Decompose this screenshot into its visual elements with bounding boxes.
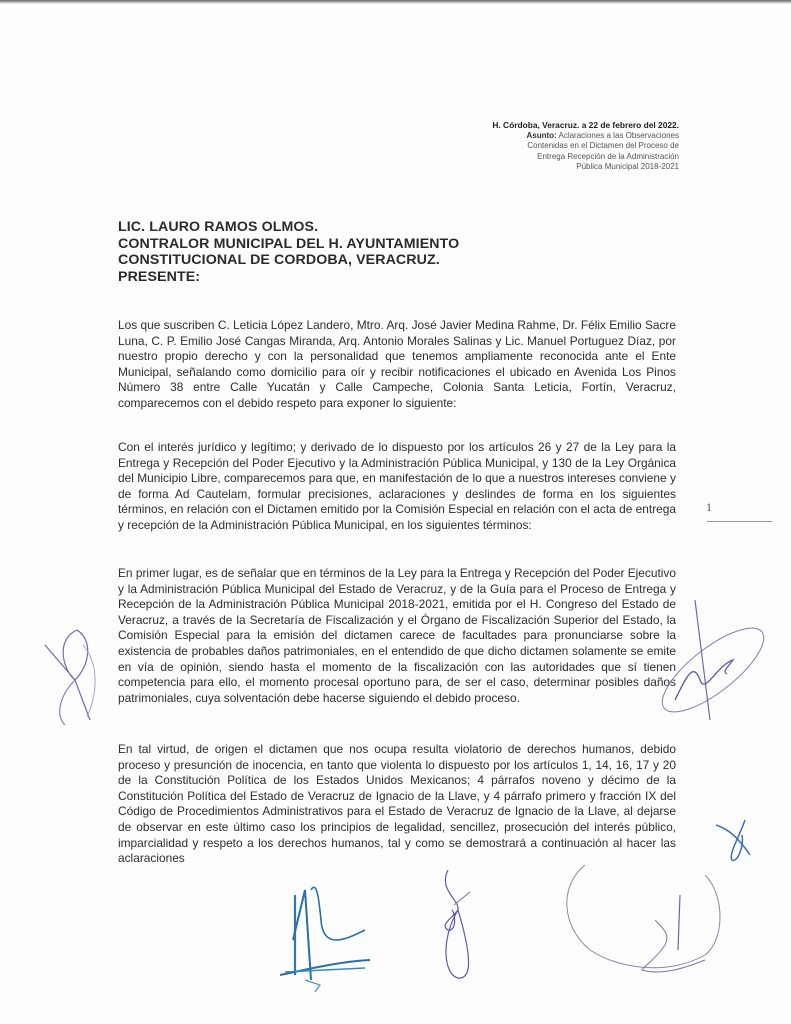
- body-paragraph-2: Con el interés jurídico y legítimo; y derivado de lo dispuesto por los artículos 26 y 27 de la Ley para la Entrega y Recepción del Poder Ejecutivo y la Administración Pública Municipal, y 130 de la Ley Orgánica del Municipio Libre, comparecemos para que, en manifestación de lo que a nuestros intereses conviene y de forma Ad Cautelam, formular precisiones, aclaraciones y deslindes de forma en los siguientes términos, en relación con el Dictamen emitido por la Comisión Especial en relación con el acta de entrega y recepción de la Administración Pública Municipal, en los siguientes términos:: [118, 440, 676, 532]
- signature-bottom-center: [430, 870, 490, 985]
- addressee-name: LIC. LAURO RAMOS OLMOS.: [118, 219, 319, 235]
- addressee-block: [118, 219, 459, 285]
- addressee-title: CONTRALOR MUNICIPAL DEL H. AYUNTAMIENTO: [118, 235, 460, 252]
- asunto-text: Aclaraciones a las Observaciones: [558, 130, 679, 140]
- body-paragraph-1: Los que suscriben C. Leticia López Landero, Mtro. Arq. José Javier Medina Rahme, Dr. Félix Emilio Sacre Luna, C. P. Emilio José Cangas Miranda, Arq. Antonio Morales Salinas y Lic. Manuel Portuguez Díaz, por nuestro propio derecho y con la personalidad que tenemos ampliamente reconocida ante el Ente Municipal, señalando como domicilio para oír y recibir notificaciones el ubicado en Avenida Los Pinos Número 38 entre Calle Yucatán y Calle Campeche, Colonia Santa Leticia, Fortín, Veracruz, comparecemos con el debido respeto para exponer lo siguiente:: [118, 318, 676, 410]
- asunto-line-3: Entrega Recepción de la Administración: [537, 151, 679, 161]
- signature-right-lower: [710, 815, 770, 865]
- date-line: H. Córdoba, Veracruz. a 22 de febrero del 2022.: [492, 120, 679, 130]
- asunto-line-1: [492, 131, 679, 142]
- asunto-line-4: Pública Municipal 2018-2021: [576, 162, 679, 172]
- letter-header: [492, 120, 679, 173]
- body-paragraph-4: En tal virtud, de origen el dictamen que nos ocupa resulta violatorio de derechos humanos, debido proceso y presunción de inocencia, en tanto que violenta lo dispuesto por los artículos 1, 14, 16, 17 y 20 de la Constitución Política de los Estados Unidos Mexicanos; 4 párrafos noveno y décimo de la Constitución Política del Estado de Veracruz de Ignacio de la Llave, y 4 párrafo primero y fracción IX del Código de Procedimientos Administrativos para el Estado de Veracruz de Ignacio de la Llave, al dejarse de observar en este último caso los principios de legalidad, sencillez, prosecución del interés público, imparcialidad y respeto a los derechos humanos, tal y como se demostrará a continuación al hacer las aclaraciones: [118, 742, 676, 866]
- signature-bottom-left: [275, 880, 405, 995]
- margin-rule: [707, 521, 772, 522]
- signature-bottom-right: [530, 865, 730, 985]
- margin-page-number: 1: [706, 500, 712, 514]
- asunto-label: Asunto:: [526, 130, 557, 140]
- asunto-line-2: Contenidas en el Dictamen del Proceso de: [527, 141, 679, 151]
- scan-top-edge: [0, 0, 791, 4]
- signature-left-margin: [35, 625, 105, 735]
- addressee-institution: CONSTITUCIONAL DE CORDOBA, VERACRUZ.: [118, 252, 440, 269]
- addressee-presente: PRESENTE:: [118, 268, 201, 285]
- body-paragraph-3: En primer lugar, es de señalar que en términos de la Ley para la Entrega y Recepción del Poder Ejecutivo y la Administración Pública Municipal del Estado de Veracruz, y de la Guía para el Proceso de Entrega y Recepción de la Administración Pública Municipal 2018-2021, emitida por el H. Congreso del Estado de Veracruz, a través de la Secretaría de Fiscalización y el Órgano de Fiscalización Superior del Estado, la Comisión Especial para la emisión del dictamen carece de facultades para pronunciarse sobre la existencia de probables daños patrimoniales, en el entendido de que dicho dictamen solamente se emite en vía de opinión, siendo hasta el momento de la fiscalización con las autoridades que sí tienen competencia para ello, el momento procesal oportuno para, de ser el caso, determinar posibles daños patrimoniales, cuya solventación debe hacerse siguiendo el debido proceso.: [118, 566, 676, 705]
